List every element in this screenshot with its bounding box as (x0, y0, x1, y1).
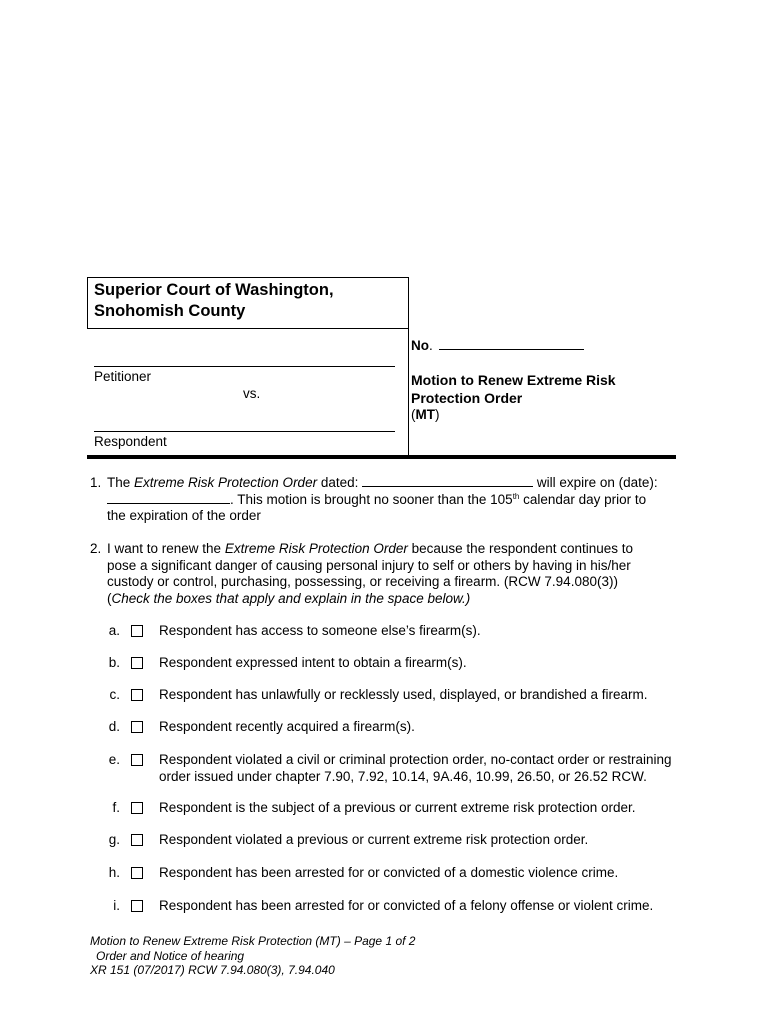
p2-text-a: I want to renew the (107, 541, 225, 556)
page-footer (90, 934, 415, 978)
footer-line2: Order and Notice of hearing (96, 948, 245, 963)
checkbox[interactable] (131, 900, 143, 912)
court-name (94, 280, 404, 322)
item-letter: e. (108, 752, 120, 767)
court-name-line1: Superior Court of Washington, (94, 281, 334, 299)
paragraph-2-line4 (107, 591, 470, 608)
p2-italic: Extreme Risk Protection Order (224, 541, 408, 556)
item-text-continued: order issued under chapter 7.90, 7.92, 10.14, 9A.46, 10.99, 26.50, or 26.52 RCW. (159, 768, 647, 784)
p1-text-b: dated: (317, 475, 363, 490)
checkbox[interactable] (131, 689, 143, 701)
checkbox[interactable] (131, 802, 143, 814)
checkbox[interactable] (131, 657, 143, 669)
case-number-label: No (411, 338, 429, 353)
header-rule (87, 455, 676, 459)
p1-sup: th (512, 491, 520, 501)
paragraph-1-line1 (107, 475, 658, 492)
p2-line4-open: ( (107, 590, 112, 606)
checkbox[interactable] (131, 721, 143, 733)
footer-line1: Motion to Renew Extreme Risk Protection (MT) – Page 1 of 2 (90, 934, 416, 948)
item-text: Respondent violated a previous or current extreme risk protection order. (159, 832, 589, 847)
paragraph-1-number: 1. (90, 475, 102, 490)
p1-text-e: calendar day prior to (519, 491, 647, 507)
paragraph-2-line2: pose a significant danger of causing personal injury to self or others by having in his/her (107, 557, 631, 573)
document-code-close: ) (435, 407, 440, 422)
court-name-line2: Snohomish County (94, 302, 246, 320)
paragraph-2-number: 2. (90, 541, 102, 556)
respondent-label: Respondent (94, 434, 167, 449)
item-text: Respondent has been arrested for or convicted of a felony offense or violent crime. (159, 898, 654, 913)
petitioner-label: Petitioner (94, 369, 152, 384)
p2-line4-italic: Check the boxes that apply and explain in the space below.) (111, 590, 471, 606)
document-code-value: MT (415, 407, 435, 422)
respondent-line[interactable] (94, 431, 395, 432)
p1-text-a: The (107, 475, 135, 490)
document-code (411, 407, 440, 422)
case-number-field[interactable] (439, 338, 584, 350)
document-title-line1: Motion to Renew Extreme Risk (411, 372, 616, 388)
paragraph-1-line2 (107, 492, 646, 509)
item-letter: g. (108, 832, 120, 847)
checkbox[interactable] (131, 625, 143, 637)
document-title-line2: Protection Order (411, 390, 523, 406)
paragraph-2-line1 (107, 541, 633, 558)
item-letter: d. (108, 719, 120, 734)
item-text: Respondent recently acquired a firearm(s). (159, 719, 415, 734)
paragraph-2 (90, 541, 680, 609)
checkbox[interactable] (131, 754, 143, 766)
item-letter: i. (113, 898, 120, 913)
paragraph-1-line3: the expiration of the order (107, 508, 261, 523)
item-text: Respondent has access to someone else’s firearm(s). (159, 623, 481, 638)
vs-label: vs. (243, 386, 261, 401)
item-text: Respondent has been arrested for or convicted of a domestic violence crime. (159, 865, 619, 880)
p1-text-c: will expire on (date): (533, 475, 658, 490)
paragraph-2-line3: custody or control, purchasing, possessing, or receiving a firearm. (RCW 7.94.080(3)) (107, 574, 618, 589)
checkbox[interactable] (131, 867, 143, 879)
item-letter: c. (109, 687, 120, 702)
item-letter: h. (108, 865, 120, 880)
p2-text-b: because the respondent continues to (407, 541, 634, 556)
item-letter: f. (112, 800, 120, 815)
checkbox[interactable] (131, 834, 143, 846)
caption-divider (408, 327, 409, 455)
document-title (411, 371, 671, 407)
p1-text-d: . This motion is brought no sooner than the 105 (230, 491, 513, 507)
document-code-open: ( (411, 407, 416, 422)
item-text: Respondent expressed intent to obtain a firearm(s). (159, 655, 467, 670)
expire-date-field[interactable] (107, 492, 230, 504)
item-letter: b. (108, 655, 120, 670)
order-date-field[interactable] (362, 475, 533, 487)
footer-line3: XR 151 (07/2017) RCW 7.94.080(3), 7.94.040 (90, 963, 335, 977)
case-number: No. (411, 338, 584, 353)
petitioner-line[interactable] (94, 366, 395, 367)
paragraph-1 (90, 475, 680, 527)
item-text: Respondent has unlawfully or recklessly used, displayed, or brandished a firearm. (159, 687, 648, 702)
item-text: Respondent is the subject of a previous or current extreme risk protection order. (159, 800, 636, 815)
item-text: Respondent violated a civil or criminal protection order, no-contact order or restraining (159, 752, 672, 767)
item-letter: a. (108, 623, 120, 638)
p1-italic: Extreme Risk Protection Order (134, 475, 318, 490)
